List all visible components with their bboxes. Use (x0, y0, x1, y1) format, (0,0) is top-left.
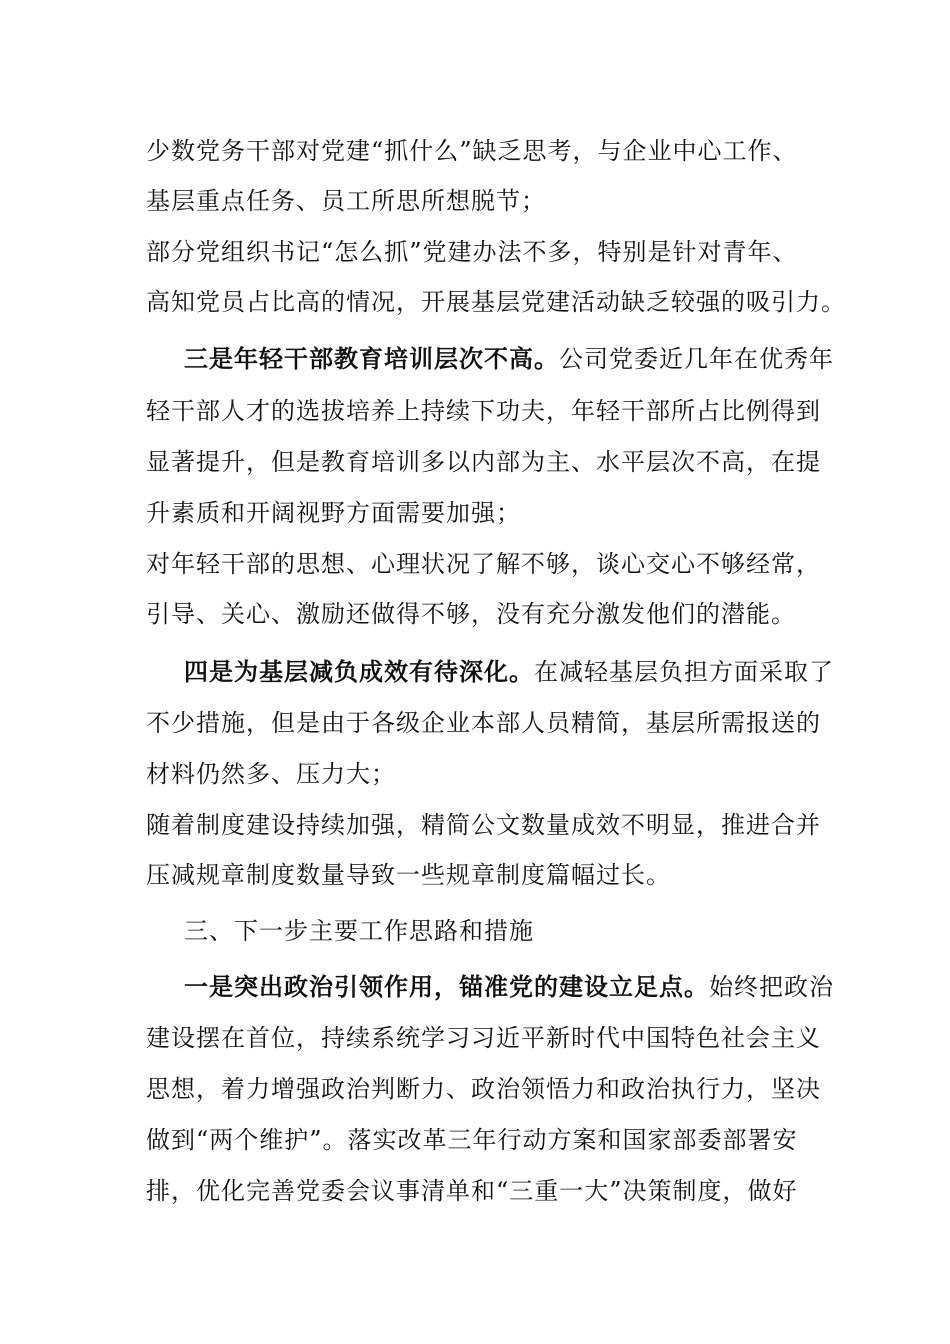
text-line: 随着制度建设持续加强，精简公文数量成效不明显，推进合并 (146, 811, 821, 839)
section-heading: 三、下一步主要工作思路和措施 (184, 917, 534, 945)
text-line: 对年轻干部的思想、心理状况了解不够，谈心交心不够经常， (146, 550, 821, 578)
paragraph-lead: 四是为基层减负成效有待深化。 (184, 657, 534, 686)
text-line: 引导、关心、激励还做得不够，没有充分激发他们的潜能。 (146, 600, 796, 628)
paragraph-first-line (184, 970, 864, 1004)
paragraph-text: 公司党委近几年在优秀年 (559, 345, 834, 373)
text-line: 建设摆在首位，持续系统学习习近平新时代中国特色社会主义 (146, 1024, 821, 1052)
text-line: 少数党务干部对党建“抓什么”缺乏思考，与企业中心工作、 (146, 137, 798, 165)
text-line: 部分党组织书记“怎么抓”党建办法不多，特别是针对青年、 (146, 238, 798, 266)
text-line: 显著提升，但是教育培训多以内部为主、水平层次不高，在提 (146, 448, 821, 476)
text-line: 做到“两个维护”。落实改革三年行动方案和国家部委部署安 (146, 1126, 798, 1154)
text-line: 思想，着力增强政治判断力、政治领悟力和政治执行力，坚决 (146, 1075, 821, 1103)
paragraph-first-line (184, 342, 864, 376)
paragraph-lead: 三是年轻干部教育培训层次不高。 (184, 344, 559, 373)
text-line: 不少措施，但是由于各级企业本部人员精简，基层所需报送的 (146, 709, 821, 737)
text-line: 轻干部人才的选拔培养上持续下功夫，年轻干部所占比例得到 (146, 397, 821, 425)
text-line: 排，优化完善党委会议事清单和“三重一大”决策制度，做好 (146, 1177, 798, 1205)
paragraph-first-line (184, 655, 864, 689)
text-line: 压减规章制度数量导致一些规章制度篇幅过长。 (146, 861, 671, 889)
text-line: 材料仍然多、压力大； (146, 760, 396, 788)
paragraph-lead: 一是突出政治引领作用，锚准党的建设立足点。 (184, 972, 709, 1001)
text-line: 高知党员占比高的情况，开展基层党建活动缺乏较强的吸引力。 (146, 288, 846, 316)
paragraph-text: 始终把政治 (709, 973, 834, 1001)
paragraph-text: 在减轻基层负担方面采取了 (534, 658, 834, 686)
text-line: 基层重点任务、员工所思所想脱节； (146, 187, 546, 215)
text-line: 升素质和开阔视野方面需要加强； (146, 499, 521, 527)
